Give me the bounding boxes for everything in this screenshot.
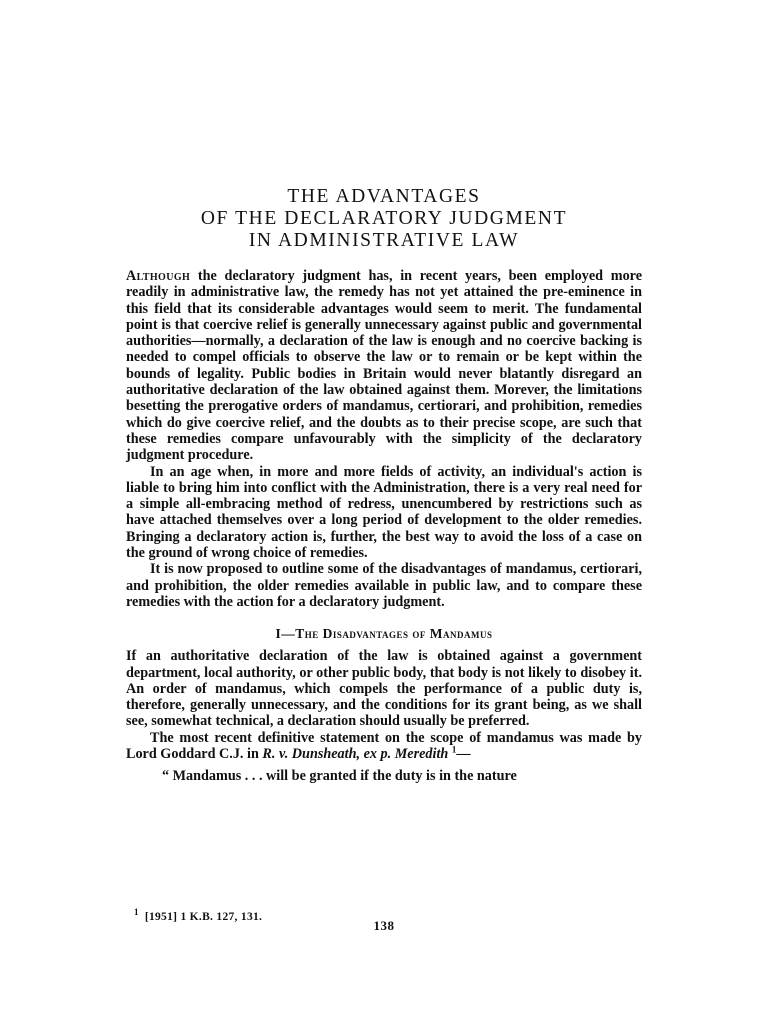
intro-paragraph-3: It is now proposed to outline some of the disadvantages of mandamus, certiorari, and prohibition, the older remedies available in public law, and to compare these remedies with the action for a declaratory judgment. xyxy=(126,561,642,610)
intro-paragraph-1-text: the declaratory judgment has, in recent years, been employed more readily in administrative law, the remedy has not yet attained the pre-eminence in this field that its considerable advantages would seem to merit. The fundamental point is that coercive relief is generally unnecessary against public and governmental authorities—normally, a declaration of the law is enough and no coercive backing is needed to compel officials to observe the law or to remain or be kept within the bounds of legality. Public bodies in Britain would never blatantly disregard an authoritative declaration of the law obtained against them. Morever, the limitations besetting the prerogative orders of mandamus, certiorari, and prohibition, remedies which do give coercive relief, and the doubts as to their precise scope, are such that these remedies compare unfavourably with the simplicity of the declaratory judgment procedure. xyxy=(126,268,642,464)
footnote-mark: 1 xyxy=(134,907,139,917)
title-line-1: THE ADVANTAGES xyxy=(287,186,481,207)
footnote-text: [1951] 1 K.B. 127, 131. xyxy=(144,910,263,923)
section-heading: I—The Disadvantages of Mandamus xyxy=(275,626,493,642)
section-paragraph-2-dash: — xyxy=(456,746,471,763)
footnote-reference: 1 xyxy=(451,744,457,755)
article xyxy=(126,186,642,785)
section-paragraph-1: If an authoritative declaration of the law is obtained against a government department, local authority, or other public body, that body is not likely to disobey it. An order of mandamus, which compels the performance of a public duty is, therefore, generally unnecessary, and the conditions for its grant being, as we shall see, somewhat technical, a declaration should usually be preferred. xyxy=(126,648,642,730)
intro-paragraph-1 xyxy=(126,268,642,464)
intro-paragraph-2: In an age when, in more and more fields of activity, an individual's action is liable to bring him into conflict with the Administration, there is a very real need for a simple all-embracing method of redress, unencumbered by restrictions such as have attached themselves over a long period of development to the older remedies. Bringing a declaratory action is, further, the best way to avoid the loss of a case on the ground of wrong choice of remedies. xyxy=(126,463,642,562)
section-paragraph-2-text: The most recent definitive statement on the scope of mandamus was made by Lord Goddard C.J. in xyxy=(126,729,642,763)
page-number: 138 xyxy=(373,918,395,933)
title-line-3: IN ADMINISTRATIVE LAW xyxy=(248,230,520,251)
article-title xyxy=(126,186,642,252)
title-line-2: OF THE DECLARATORY JUDGMENT xyxy=(200,208,568,229)
case-citation: R. v. Dunsheath, ex p. Meredith xyxy=(262,746,449,763)
lead-word: Although xyxy=(126,268,191,284)
section-paragraph-2 xyxy=(126,730,642,763)
block-quote: “ Mandamus . . . will be granted if the duty is in the nature xyxy=(162,768,517,785)
